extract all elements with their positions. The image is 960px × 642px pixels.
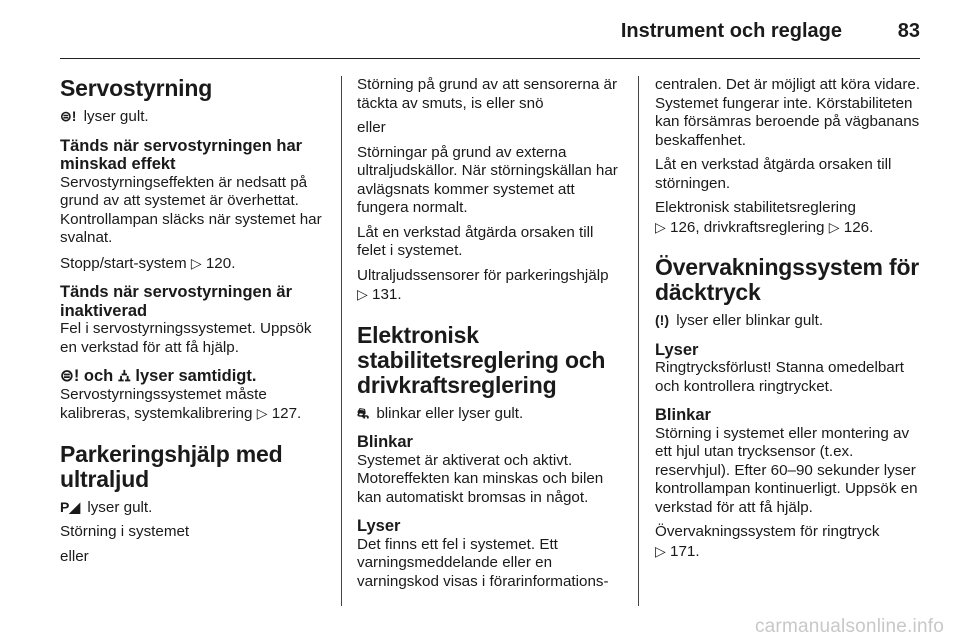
page-ref-arrow-icon: ▷ [256, 405, 268, 421]
column-3 [655, 76, 923, 567]
tire-pressure-icon: (!) [655, 312, 669, 328]
esc-skid-icon: ⛐ [357, 404, 370, 421]
watermark: carmanualsonline.info [754, 616, 944, 637]
heading-tpms: Övervakningssystem för däcktryck [655, 254, 920, 305]
workshop-text: Låt en verkstad åtgärda orsaken till felet i systemet. [357, 223, 594, 259]
page-ref-arrow-icon: ▷ [655, 218, 666, 235]
header-title: Instrument och reglage [620, 20, 842, 42]
workshop-text: Låt en verkstad åtgärda orsaken till störningen. [655, 156, 892, 192]
blinkar-text: Störning i systemet eller montering av ett hjul utan trycksensor (t.ex. reservhjul). Efter 60–90 sekunder lyser kontrollampan kontinuerligt. Uppsök en verkstad för att få hjälp. [655, 424, 918, 516]
servo-warning-icon: ⊜! [60, 367, 80, 385]
heading-lyser: Lyser [655, 340, 699, 359]
column-2 [357, 76, 623, 597]
both-lights-text: Servostyrningssystemet måste kalibreras, systemkalibrering ▷ 127. [60, 385, 302, 422]
or-text: eller [357, 119, 386, 136]
column-divider [341, 76, 342, 606]
parking-sensors-ref: Ultraljudssensorer för parkeringshjälp ▷ 131. [357, 266, 609, 303]
heading-both-lights: ⊜! och ⛼ lyser samtidigt. [60, 367, 257, 385]
header-rule [60, 58, 920, 59]
heading-esc: Elektronisk stabilitetsreglering och drivkraftsreglering [357, 321, 606, 398]
page-ref-arrow-icon: ▷ [828, 218, 840, 235]
esc-light-text: ⛐ blinkar eller lyser gult. [357, 404, 524, 422]
heading-blinkar: Blinkar [357, 433, 413, 451]
esc-refs: Elektronisk stabilitetsreglering ▷ 126, drivkraftsreglering ▷ 126. [655, 199, 874, 236]
tpms-ref: Övervakningssystem för ringtryck ▷ 171. [655, 523, 880, 560]
steering-icon: ⛼ [117, 367, 131, 385]
heading-reduced-effect: Tänds när servostyrningen har minskad effekt [60, 136, 303, 173]
parking-sensor-icon: P◢ [60, 498, 81, 515]
ultrasound-interference-text: Störningar på grund av externa ultraljudskällor. När störningskällan har avlägsnats kommer systemet att fungera normalt. [357, 143, 618, 216]
page-header [0, 0, 960, 58]
tpms-light-text: (!) lyser eller blinkar gult. [655, 312, 824, 329]
heading-blinkar: Blinkar [655, 406, 711, 424]
servo-warning-icon: ⊜! [60, 108, 77, 124]
heading-parking-assist: Parkeringshjälp med ultraljud [60, 440, 283, 492]
heading-inactive: Tänds när servostyrningen är inaktiverad [60, 283, 292, 320]
reduced-effect-text: Servostyrningseffekten är nedsatt på grund av att systemet är överhettat. Kontrollampan släcks när systemet har svalnat. [60, 173, 322, 246]
page-ref-arrow-icon: ▷ [190, 254, 202, 271]
page-number: 83 [897, 20, 920, 42]
column-1 [60, 76, 328, 572]
lyser-text: Det finns ett fel i systemet. Ett varningsmeddelande eller en varningskod visas i förarinformations- [357, 535, 609, 590]
blinkar-text: Systemet är aktiverat och aktivt. Motoreffekten kan minskas och bilen kan automatiskt bromsas in något. [357, 451, 604, 506]
continuation-text: centralen. Det är möjligt att köra vidare. Systemet fungerar inte. Körstabiliteten kan försämras beroende på vägbanans beskaffenhet. [655, 76, 921, 149]
or-text: eller [60, 547, 89, 565]
lyser-text: Ringtrycksförlust! Stanna omedelbart och kontrollera ringtrycket. [655, 359, 905, 395]
system-fault-text: Störning i systemet [60, 523, 190, 540]
park-light-text: P◢ lyser gult. [60, 498, 153, 516]
sensors-dirty-text: Störning på grund av att sensorerna är täckta av smuts, is eller snö [357, 76, 618, 112]
heading-servostyrning: Servostyrning [60, 75, 213, 101]
inactive-text: Fel i servostyrningssystemet. Uppsök en verkstad för att få hjälp. [60, 320, 312, 356]
stopstart-ref: Stopp/start-system ▷ 120. [60, 254, 236, 272]
heading-lyser: Lyser [357, 517, 401, 535]
column-divider [638, 76, 639, 606]
page-ref-arrow-icon: ▷ [357, 286, 368, 302]
servo-light-text: ⊜! lyser gult. [60, 108, 149, 125]
page-ref-arrow-icon: ▷ [655, 542, 666, 559]
